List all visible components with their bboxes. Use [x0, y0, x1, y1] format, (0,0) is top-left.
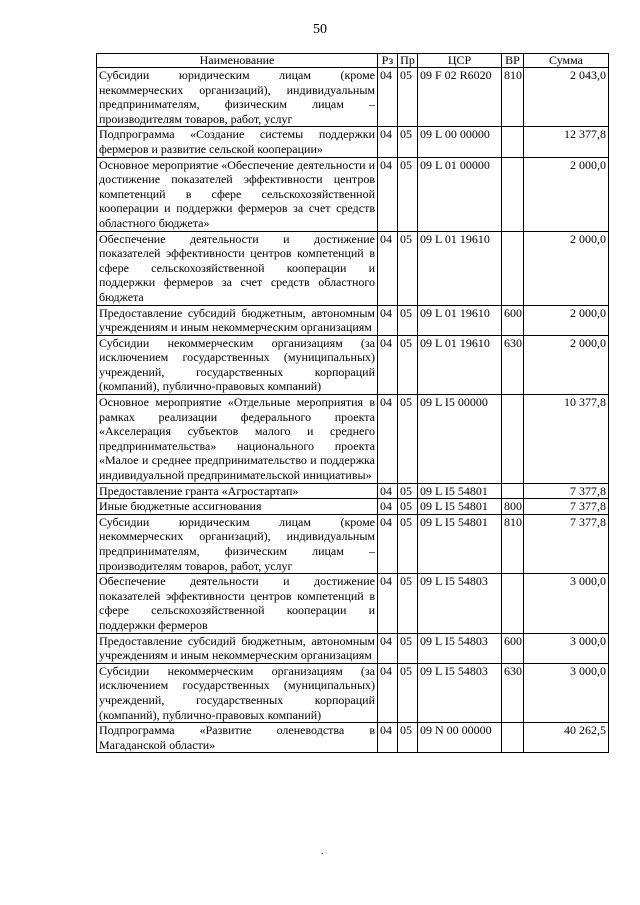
row-name: Субсидии некоммерческим организациям (за исключением государственных (муниципальных) учреждений, государственных корпораций (компаний), публично-правовых компаний)	[97, 663, 378, 722]
row-sum: 2 043,0	[524, 68, 609, 127]
budget-table	[96, 53, 609, 753]
row-vr: 600	[502, 305, 524, 335]
row-name: Иные бюджетные ассигнования	[97, 499, 378, 515]
row-csr: 09 L I5 54803	[418, 574, 502, 633]
row-rz: 04	[378, 663, 398, 722]
row-rz: 04	[378, 483, 398, 499]
row-name: Обеспечение деятельности и достижение показателей эффективности центров компетенций в сфере сельскохозяйственной кооперации и поддержки фермеров	[97, 574, 378, 633]
row-vr	[502, 157, 524, 231]
row-csr: 09 L 01 19610	[418, 305, 502, 335]
table-row	[97, 514, 609, 573]
header-sum: Сумма	[524, 54, 609, 68]
table-row	[97, 633, 609, 663]
row-pr: 05	[398, 127, 418, 157]
row-csr: 09 L I5 00000	[418, 395, 502, 484]
header-pr: Пр	[398, 54, 418, 68]
row-csr: 09 L I5 54803	[418, 633, 502, 663]
row-pr: 05	[398, 499, 418, 515]
row-sum: 2 000,0	[524, 231, 609, 305]
row-vr: 630	[502, 663, 524, 722]
row-csr: 09 L 01 19610	[418, 335, 502, 394]
row-vr	[502, 127, 524, 157]
row-rz: 04	[378, 723, 398, 753]
row-pr: 05	[398, 483, 418, 499]
row-rz: 04	[378, 157, 398, 231]
row-rz: 04	[378, 574, 398, 633]
row-pr: 05	[398, 231, 418, 305]
row-pr: 05	[398, 68, 418, 127]
row-vr: 810	[502, 514, 524, 573]
header-vr: ВР	[502, 54, 524, 68]
row-pr: 05	[398, 395, 418, 484]
row-name: Субсидии юридическим лицам (кроме некоммерческих организаций), индивидуальным предпринимателям, физическим лицам – производителям товаров, работ, услуг	[97, 514, 378, 573]
row-sum: 2 000,0	[524, 157, 609, 231]
row-rz: 04	[378, 68, 398, 127]
row-vr	[502, 723, 524, 753]
page-number: 50	[313, 22, 327, 37]
table-row	[97, 305, 609, 335]
row-vr	[502, 395, 524, 484]
row-name: Предоставление гранта «Агростартап»	[97, 483, 378, 499]
row-csr: 09 L I5 54803	[418, 663, 502, 722]
row-rz: 04	[378, 395, 398, 484]
table-row	[97, 499, 609, 515]
row-csr: 09 L 01 00000	[418, 157, 502, 231]
row-pr: 05	[398, 633, 418, 663]
row-sum: 3 000,0	[524, 574, 609, 633]
row-name: Субсидии некоммерческим организациям (за исключением государственных (муниципальных) учреждений, государственных корпораций (компаний), публично-правовых компаний)	[97, 335, 378, 394]
row-rz: 04	[378, 127, 398, 157]
row-rz: 04	[378, 335, 398, 394]
row-csr: 09 L I5 54801	[418, 499, 502, 515]
row-rz: 04	[378, 514, 398, 573]
table-row	[97, 231, 609, 305]
table-row	[97, 335, 609, 394]
row-rz: 04	[378, 633, 398, 663]
row-name: Субсидии юридическим лицам (кроме некоммерческих организаций), индивидуальным предпринимателям, физическим лицам – производителям товаров, работ, услуг	[97, 68, 378, 127]
row-vr	[502, 231, 524, 305]
row-name: Предоставление субсидий бюджетным, автономным учреждениям и иным некоммерческим организациям	[97, 633, 378, 663]
table-row	[97, 127, 609, 157]
row-sum: 3 000,0	[524, 663, 609, 722]
row-vr: 810	[502, 68, 524, 127]
row-name: Основное мероприятие «Отдельные мероприятия в рамках реализации федерального проекта «Акселерация субъектов малого и среднего предпринимательства» национального проекта «Малое и среднее предпринимательство и поддержка индивидуальной предпринимательской инициативы»	[97, 395, 378, 484]
row-name: Обеспечение деятельности и достижение показателей эффективности центров компетенций в сфере сельскохозяйственной кооперации и поддержки фермеров за счет средств областного бюджета	[97, 231, 378, 305]
row-pr: 05	[398, 305, 418, 335]
row-sum: 7 377,8	[524, 514, 609, 573]
row-csr: 09 L I5 54801	[418, 514, 502, 573]
row-csr: 09 L I5 54801	[418, 483, 502, 499]
row-pr: 05	[398, 157, 418, 231]
row-sum: 3 000,0	[524, 633, 609, 663]
row-name: Подпрограмма «Развитие оленеводства в Магаданской области»	[97, 723, 378, 753]
row-name: Предоставление субсидий бюджетным, автономным учреждениям и иным некоммерческим организациям	[97, 305, 378, 335]
row-vr	[502, 574, 524, 633]
row-sum: 2 000,0	[524, 335, 609, 394]
row-vr: 800	[502, 499, 524, 515]
row-csr: 09 L 00 00000	[418, 127, 502, 157]
row-pr: 05	[398, 723, 418, 753]
row-sum: 12 377,8	[524, 127, 609, 157]
row-pr: 05	[398, 574, 418, 633]
header-row	[97, 54, 609, 68]
row-sum: 7 377,8	[524, 499, 609, 515]
row-vr: 600	[502, 633, 524, 663]
row-pr: 05	[398, 514, 418, 573]
row-pr: 05	[398, 335, 418, 394]
row-sum: 7 377,8	[524, 483, 609, 499]
row-vr	[502, 483, 524, 499]
table-row	[97, 574, 609, 633]
row-csr: 09 F 02 R6020	[418, 68, 502, 127]
row-csr: 09 N 00 00000	[418, 723, 502, 753]
table-row	[97, 157, 609, 231]
table-row	[97, 723, 609, 753]
header-rz: Рз	[378, 54, 398, 68]
row-rz: 04	[378, 305, 398, 335]
row-sum: 10 377,8	[524, 395, 609, 484]
row-csr: 09 L 01 19610	[418, 231, 502, 305]
footer-mark: .	[321, 846, 324, 857]
table-row	[97, 395, 609, 484]
row-vr: 630	[502, 335, 524, 394]
table-row	[97, 663, 609, 722]
header-name: Наименование	[97, 54, 378, 68]
row-rz: 04	[378, 499, 398, 515]
table-row	[97, 68, 609, 127]
row-name: Подпрограмма «Создание системы поддержки фермеров и развитие сельской кооперации»	[97, 127, 378, 157]
table-row	[97, 483, 609, 499]
row-name: Основное мероприятие «Обеспечение деятельности и достижение показателей эффективности центров компетенций в сфере сельскохозяйственной кооперации и поддержки фермеров за счет средств областного бюджета»	[97, 157, 378, 231]
header-csr: ЦСР	[418, 54, 502, 68]
row-pr: 05	[398, 663, 418, 722]
row-sum: 2 000,0	[524, 305, 609, 335]
row-sum: 40 262,5	[524, 723, 609, 753]
row-rz: 04	[378, 231, 398, 305]
